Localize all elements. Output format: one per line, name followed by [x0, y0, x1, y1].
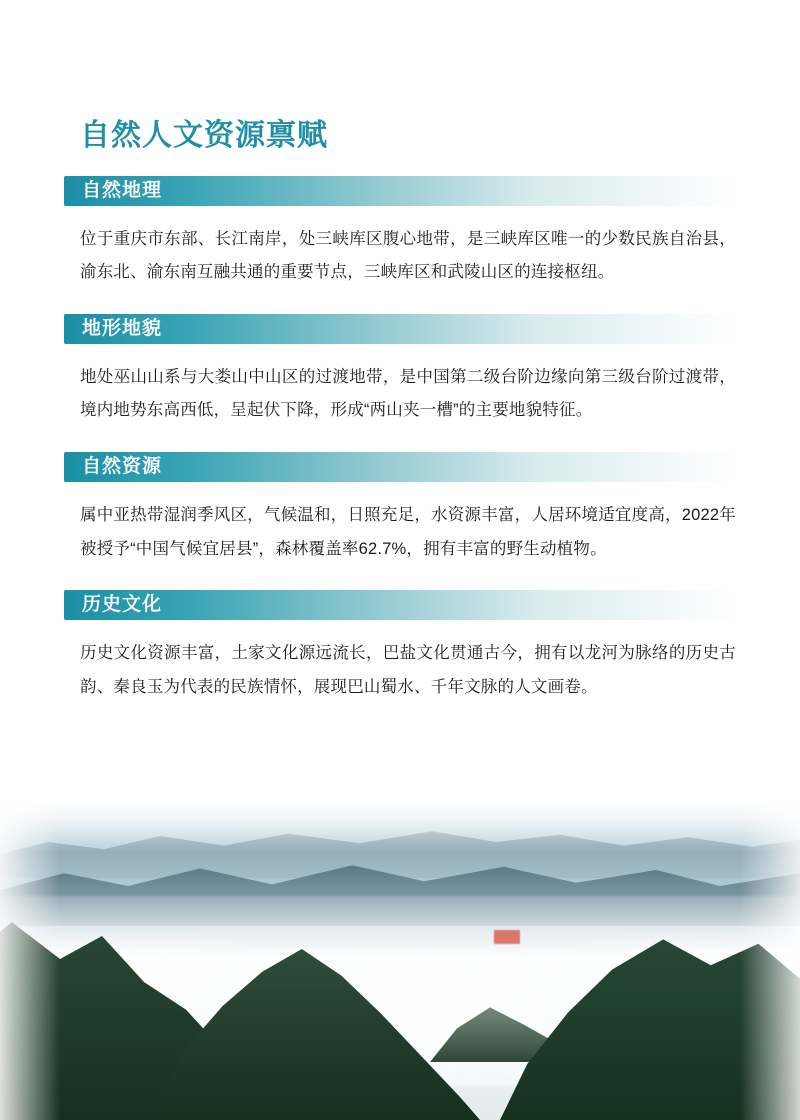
- section-natural-geography: [80, 176, 736, 290]
- photo-village-cluster: [494, 930, 520, 944]
- section-header: [64, 176, 736, 206]
- section-header: [64, 314, 736, 344]
- section-body-text: 属中亚热带湿润季风区，气候温和，日照充足，水资源丰富，人居环境适宜度高，2022年被授予“中国气候宜居县”，森林覆盖率62.7%，拥有丰富的野生动植物。: [80, 505, 736, 558]
- section-body-text: 地处巫山山系与大娄山中山区的过渡地带，是中国第二级台阶边缘向第三级台阶过渡带，境内地势东高西低，呈起伏下降，形成“两山夹一槽”的主要地貌特征。: [80, 367, 736, 420]
- section-header: [64, 452, 736, 482]
- section-history-culture: [80, 590, 736, 704]
- photo-left-fade: [0, 800, 60, 1120]
- section-body-text: 历史文化资源丰富，土家文化源远流长，巴盐文化贯通古今，拥有以龙河为脉络的历史古韵、秦良玉为代表的民族情怀，展现巴山蜀水、千年文脉的人文画卷。: [80, 643, 736, 696]
- section-heading-label: 地形地貌: [82, 318, 163, 340]
- section-natural-resources: [80, 452, 736, 566]
- section-body-text: 位于重庆市东部、长江南岸，处三峡库区腹心地带，是三峡库区唯一的少数民族自治县，渝东北、渝东南互融共通的重要节点，三峡库区和武陵山区的连接枢纽。: [80, 229, 736, 282]
- section-heading-label: 自然资源: [82, 456, 163, 478]
- page-title: 自然人文资源禀赋: [80, 119, 328, 152]
- section-topography: [80, 314, 736, 428]
- section-heading-label: 历史文化: [82, 594, 163, 616]
- photo-top-fade: [0, 800, 800, 852]
- landscape-photo: [0, 800, 800, 1120]
- section-heading-label: 自然地理: [82, 180, 163, 201]
- section-header: [64, 590, 736, 620]
- photo-right-fade: [740, 800, 800, 1120]
